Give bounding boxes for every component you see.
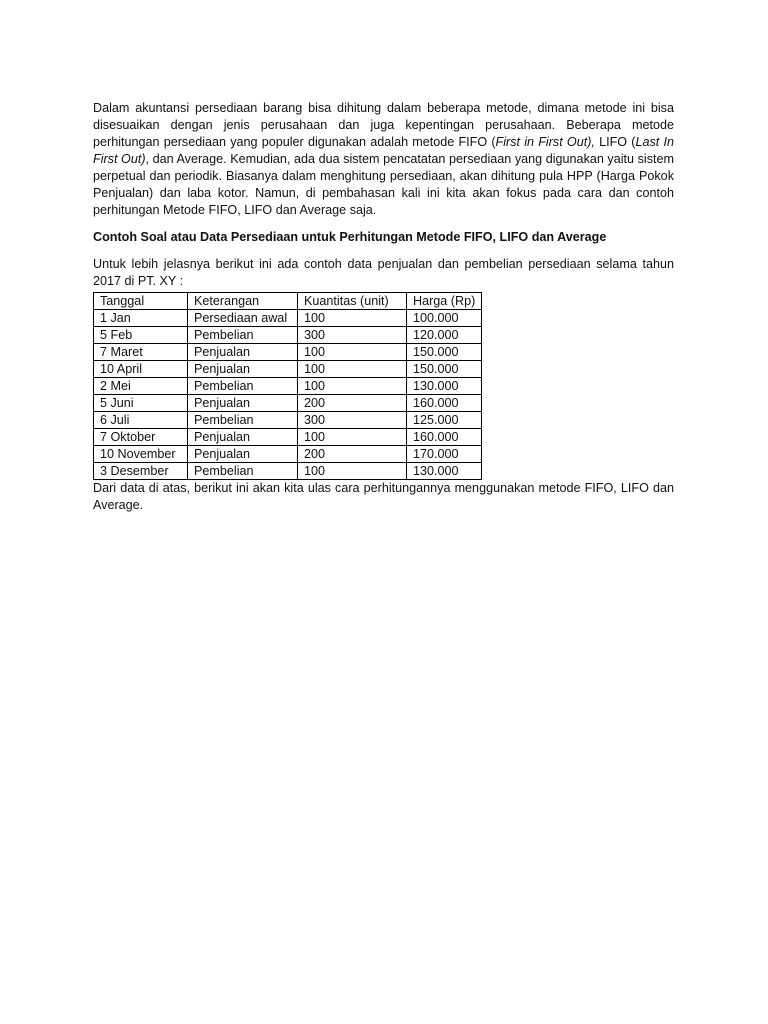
intro-text-1: Dalam akuntansi persediaan barang bisa dihitung dalam beberapa metode, dimana metode ini bisa disesuaikan dengan jenis perusahaan dan juga kepentingan perusahaan. Beberapa metode perhitungan persediaan yang populer digunakan adalah metode FIFO (: [93, 101, 674, 149]
cell-harga: 125.000: [407, 412, 482, 429]
table-row: [94, 378, 482, 395]
lead-paragraph: Untuk lebih jelasnya berikut ini ada contoh data penjualan dan pembelian persediaan selama tahun 2017 di PT. XY :: [93, 257, 674, 288]
table-row: [94, 412, 482, 429]
cell-harga: 100.000: [407, 310, 482, 327]
table-row: [94, 446, 482, 463]
table-row: [94, 310, 482, 327]
cell-harga: 130.000: [407, 378, 482, 395]
cell-tanggal: 1 Jan: [94, 310, 188, 327]
intro-paragraph: [93, 100, 674, 219]
cell-tanggal: 7 Maret: [94, 344, 188, 361]
header-harga: Harga (Rp): [407, 293, 482, 310]
cell-harga: 170.000: [407, 446, 482, 463]
table-row: [94, 395, 482, 412]
cell-keterangan: Pembelian: [188, 327, 298, 344]
cell-kuantitas: 100: [298, 361, 407, 378]
cell-tanggal: 10 November: [94, 446, 188, 463]
cell-kuantitas: 100: [298, 344, 407, 361]
header-tanggal: Tanggal: [94, 293, 188, 310]
cell-harga: 120.000: [407, 327, 482, 344]
section-heading: Contoh Soal atau Data Persediaan untuk Perhitungan Metode FIFO, LIFO dan Average: [93, 230, 607, 244]
cell-tanggal: 7 Oktober: [94, 429, 188, 446]
cell-kuantitas: 100: [298, 378, 407, 395]
cell-kuantitas: 300: [298, 412, 407, 429]
cell-keterangan: Pembelian: [188, 412, 298, 429]
cell-keterangan: Penjualan: [188, 395, 298, 412]
cell-tanggal: 6 Juli: [94, 412, 188, 429]
cell-kuantitas: 200: [298, 446, 407, 463]
table-row: [94, 463, 482, 480]
cell-harga: 150.000: [407, 361, 482, 378]
intro-text-3: LIFO (: [594, 135, 636, 149]
table-row: [94, 344, 482, 361]
cell-harga: 130.000: [407, 463, 482, 480]
cell-harga: 150.000: [407, 344, 482, 361]
intro-fifo-term: First in First Out),: [495, 135, 595, 149]
table-row: [94, 327, 482, 344]
cell-tanggal: 2 Mei: [94, 378, 188, 395]
closing-paragraph: Dari data di atas, berikut ini akan kita ulas cara perhitungannya menggunakan metode FIFO, LIFO dan Average.: [93, 481, 674, 512]
cell-keterangan: Penjualan: [188, 361, 298, 378]
header-keterangan: Keterangan: [188, 293, 298, 310]
cell-kuantitas: 200: [298, 395, 407, 412]
cell-keterangan: Penjualan: [188, 446, 298, 463]
cell-tanggal: 5 Feb: [94, 327, 188, 344]
cell-harga: 160.000: [407, 395, 482, 412]
cell-keterangan: Penjualan: [188, 344, 298, 361]
cell-keterangan: Pembelian: [188, 463, 298, 480]
cell-keterangan: Persediaan awal: [188, 310, 298, 327]
table-row: [94, 429, 482, 446]
cell-tanggal: 3 Desember: [94, 463, 188, 480]
cell-kuantitas: 100: [298, 463, 407, 480]
cell-tanggal: 10 April: [94, 361, 188, 378]
table-row: [94, 361, 482, 378]
cell-tanggal: 5 Juni: [94, 395, 188, 412]
inventory-table: [93, 292, 482, 480]
intro-text-5: , dan Average. Kemudian, ada dua sistem pencatatan persediaan yang digunakan yaitu sistem perpetual dan periodik. Biasanya dalam menghitung persediaan, akan dihitung pula HPP (Harga Pokok Penjualan) dan laba kotor. Namun, di pembahasan kali ini kita akan fokus pada cara dan contoh perhitungan Metode FIFO, LIFO dan Average saja.: [93, 152, 674, 217]
intro-lifo-term: Last In First Out): [93, 135, 674, 166]
cell-harga: 160.000: [407, 429, 482, 446]
cell-kuantitas: 100: [298, 310, 407, 327]
document-page: [93, 100, 674, 514]
cell-kuantitas: 100: [298, 429, 407, 446]
header-kuantitas: Kuantitas (unit): [298, 293, 407, 310]
cell-keterangan: Penjualan: [188, 429, 298, 446]
table-header-row: [94, 293, 482, 310]
cell-kuantitas: 300: [298, 327, 407, 344]
cell-keterangan: Pembelian: [188, 378, 298, 395]
